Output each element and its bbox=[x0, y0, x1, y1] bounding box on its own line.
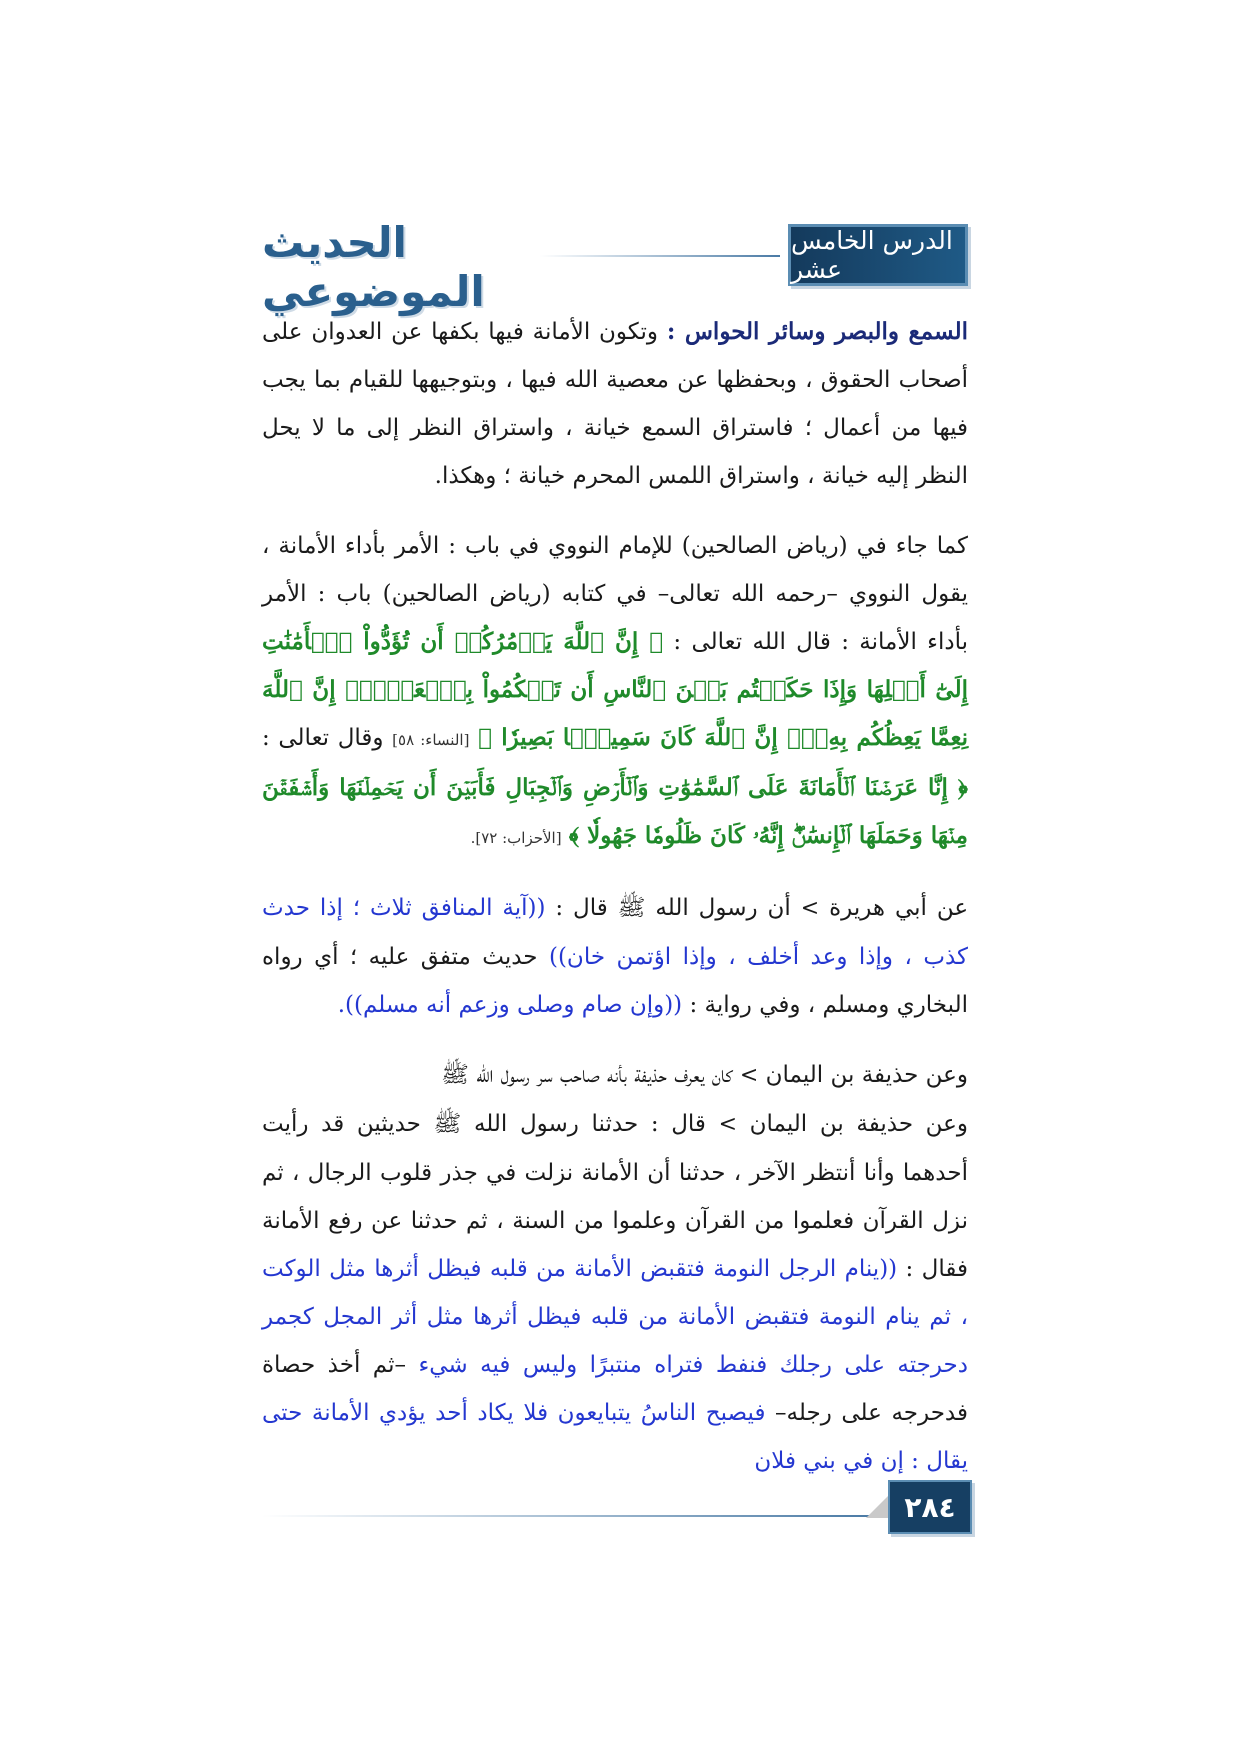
footer-corner-decoration bbox=[866, 1494, 890, 1518]
paragraph-text: كما جاء في (رياض الصالحين) للإمام النووي في باب : الأمر بأداء الأمانة ، يقول النووي –رحمه الله تعالى– في كتابه (رياض الصالحين) باب : الأمر بأداء الأمانة : قال الله تعالى : bbox=[262, 533, 969, 655]
paragraph-text: حديث متفق عليه ؛ أي رواه البخاري ومسلم ، وفي رواية : bbox=[262, 944, 968, 1018]
verse-reference: [الأحزاب: ٧٢]. bbox=[470, 829, 562, 847]
page-header bbox=[262, 218, 968, 316]
paragraph-text: وتكون الأمانة فيها بكفها عن العدوان على أصحاب الحقوق ، وبحفظها عن معصية الله فيها ، وبتوجيهها للقيام بما يجب فيها من أعمال ؛ فاستراق السمع خيانة ، واستراق النظر إلى ما لا يحل النظر إليه خيانة ، واستراق اللمس المحرم خيانة ؛ وهكذا. bbox=[262, 319, 968, 489]
paragraph-lead: السمع والبصر وسائر الحواس : bbox=[666, 318, 968, 345]
hadith-text: ((ينام الرجل النومة فتقبض الأمانة من قلبه فيظل أثرها مثل الوكت ، ثم ينام النومة فتقبض الأمانة من قلبه فيظل أثرها مثل أثر المجل كجمر دحرجته على رجلك فنفط فتراه منتبرًا وليس فيه شيء bbox=[262, 1256, 968, 1378]
paragraph-text: وعن حذيفة بن اليمان bbox=[749, 1111, 969, 1137]
hadith-text: ((آية المنافق ثلاث ؛ إذا حدث كذب ، وإذا وعد أخلف ، وإذا اؤتمن خان)) bbox=[262, 895, 968, 970]
quran-verse-ahzab: ﴿ إِنَّا عَرَضۡنَا ٱلۡأَمَانَةَ عَلَى ٱلسَّمَٰوَٰتِ وَٱلۡأَرۡضِ وَٱلۡجِبَالِ فَأَبَيۡنَ أَن يَحۡمِلۡنَهَا وَأَشۡفَقۡنَ مِنۡهَا وَحَمَلَهَا ٱلۡإِنسَٰنُۖ إِنَّهُۥ كَانَ ظَلُومٗا جَهُولٗا ﴾ bbox=[262, 774, 968, 849]
paragraph-text: أن رسول الله ﷺ قال : bbox=[555, 895, 791, 921]
paragraph-abu-hurayra bbox=[262, 884, 968, 1029]
book-title: الحديث الموضوعي bbox=[262, 218, 485, 316]
footer-divider bbox=[262, 1515, 874, 1517]
quran-verse-nisa: ﴿ إِنَّ ٱللَّهَ يَأۡمُرُكُمۡ أَن تُؤَدُّواْ ٱلۡأَمَٰنَٰتِ إِلَىٰٓ أَهۡلِهَا وَإِذَا حَكَمۡتُم بَيۡنَ ٱلنَّاسِ أَن تَحۡكُمُواْ بِٱلۡعَدۡلِۚ إِنَّ ٱللَّهَ نِعِمَّا يَعِظُكُم بِهِۦٓۗ إِنَّ ٱللَّهَ كَانَ سَمِيعَۢا بَصِيرٗا ﴾ bbox=[262, 628, 969, 751]
verse-reference: [النساء: ٥٨] bbox=[392, 731, 470, 749]
paragraph-hudhayfa bbox=[262, 1051, 968, 1485]
honorific-icon: > bbox=[718, 1112, 738, 1137]
paragraph-text: قال : حدثنا رسول الله ﷺ حديثين قد رأيت أحدهما وأنا أنتظر الآخر ، حدثنا أن الأمانة نزلت في جذر قلوب الرجال ، ثم نزل القرآن فعلموا من القرآن وعلموا من السنة ، ثم حدثنا عن رفع الأمانة فقال : bbox=[262, 1111, 968, 1282]
chapter-label: الدرس الخامس عشر bbox=[788, 224, 968, 286]
paragraph-riyad bbox=[262, 522, 968, 862]
paragraph-text: كان يعرف حذيفة بأنه صاحب سر رسول الله ﷺ bbox=[441, 1062, 733, 1088]
paragraph-senses bbox=[262, 308, 968, 500]
honorific-icon: > bbox=[739, 1063, 759, 1088]
paragraph-text: –ثم أخذ حصاة فدحرجه على رجله– bbox=[262, 1352, 968, 1426]
paragraph-text: وقال تعالى : bbox=[262, 725, 384, 751]
paragraph-text: وعن حذيفة بن اليمان bbox=[765, 1062, 968, 1088]
honorific-icon: > bbox=[800, 896, 820, 921]
paragraph-text: عن أبي هريرة bbox=[829, 895, 969, 921]
page-number: ٢٨٤ bbox=[888, 1480, 972, 1534]
header-divider bbox=[540, 255, 780, 257]
hadith-text: ((وإن صام وصلى وزعم أنه مسلم)). bbox=[337, 992, 683, 1018]
hadith-text: فيصبح الناسُ يتبايعون فلا يكاد أحد يؤدي الأمانة حتى يقال : إن في بني فلان bbox=[262, 1400, 968, 1474]
page-body bbox=[262, 308, 968, 1507]
